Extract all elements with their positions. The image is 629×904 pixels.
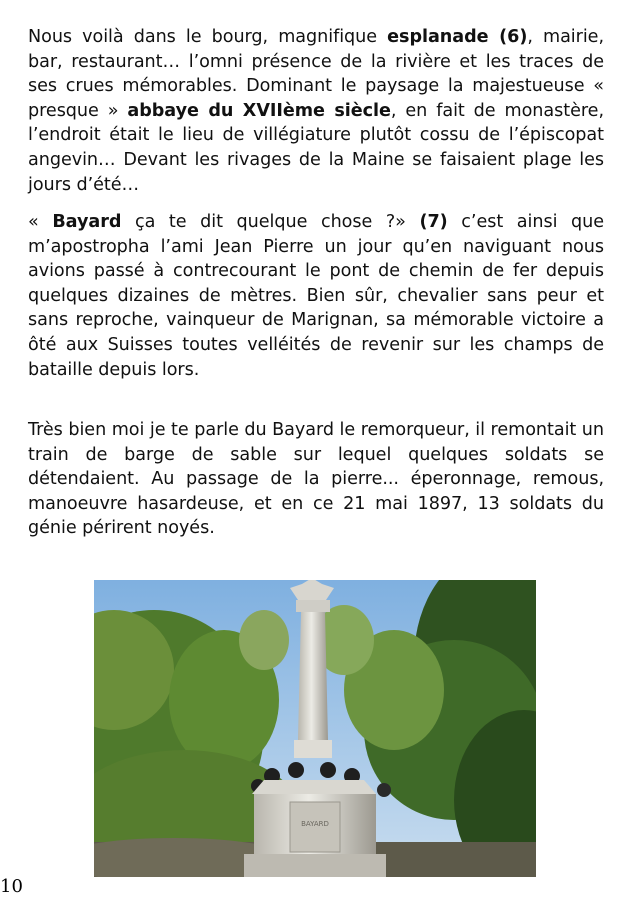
- paragraph-bayard: [28, 210, 604, 382]
- bold-term: (7): [419, 212, 448, 232]
- paragraph-esplanade: [28, 25, 604, 197]
- text: Très bien moi je te parle du Bayard le remorqueur, il remontait un train de barge de sable sur lequel quelques soldats se détendaient. Au passage de la pierre... éperonnage, remous, manoeuvre hasardeuse, et en ce 21 mai 1897, 13 soldats du génie périrent noyés.: [28, 420, 605, 539]
- page-number: 10: [0, 876, 23, 897]
- bold-term: esplanade (6): [387, 27, 528, 47]
- monument-photo: [94, 580, 536, 877]
- bold-term: abbaye du XVIIème siècle: [127, 100, 391, 121]
- text: ça te dit quelque chose ?»: [121, 212, 420, 232]
- text: «: [28, 212, 53, 232]
- monument-column-icon: [94, 580, 536, 877]
- text: , en fait de monastère, l’endroit était le lieu de villégiature plutôt cossu de l’épiscopat angevin… Devant les rivages de la Maine se faisaient plage les jours d’été…: [28, 100, 604, 195]
- text: Nous voilà dans le bourg, magnifique: [28, 27, 388, 47]
- text: , mairie, bar, restaurant… l’omni présence de la rivière et les traces de ses crues mémorables. Dominant le paysage la majestueuse « presque »: [28, 27, 604, 121]
- paragraph-remorqueur: [28, 418, 604, 541]
- text: c’est ainsi que m’apostropha l’ami Jean Pierre un jour qu’en naviguant nous avions passé à contrecourant le pont de chemin de fer depuis quelques dizaines de mètres. Bien sûr, chevalier sans peur et sans reproche, vainqueur de Marignan, sa mémorable victoire a ôté aux Suisses toutes velléités de revenir sur les champs de bataille depuis lors.: [28, 212, 604, 380]
- monument-inscription: BAYARD: [301, 820, 329, 828]
- bold-term: Bayard: [52, 212, 122, 232]
